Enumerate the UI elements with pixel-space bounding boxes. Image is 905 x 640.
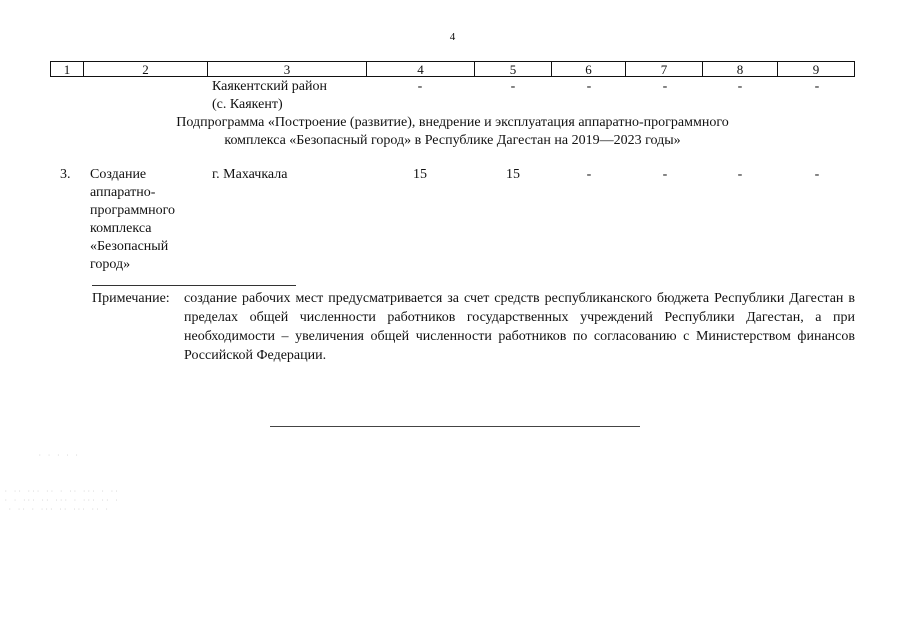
prev-cell-4: - bbox=[417, 79, 423, 94]
page-number: 4 bbox=[449, 31, 456, 43]
table-header-row bbox=[50, 61, 855, 77]
closing-rule-line bbox=[270, 426, 640, 427]
subprogram-line2: комплекса «Безопасный город» в Республике Дагестан на 2019—2023 годы» bbox=[224, 133, 681, 148]
col-header-5: 5 bbox=[475, 62, 552, 76]
row-name-line: Создание bbox=[90, 167, 147, 182]
district-name-line2: (с. Каякент) bbox=[212, 97, 283, 112]
row-name bbox=[90, 166, 175, 274]
district-name-line1: Каякентский район bbox=[212, 79, 327, 94]
scan-speck: · · · · · bbox=[38, 452, 80, 459]
row-cell-7: - bbox=[662, 167, 668, 182]
col-header-3: 3 bbox=[208, 62, 367, 76]
scan-speck: · ·· ··· ·· · ·· ··· · ·· bbox=[4, 488, 120, 495]
col-header-2: 2 bbox=[84, 62, 208, 76]
row-cell-6: - bbox=[586, 167, 592, 182]
subprogram-heading bbox=[110, 114, 795, 150]
col-header-1: 1 bbox=[51, 62, 84, 76]
note-label: Примечание: bbox=[92, 291, 170, 306]
row-number: 3. bbox=[60, 167, 71, 182]
note-text: создание рабочих мест предусматривается за счет средств республиканского бюджета Республики Дагестан в пределах общей численности работников государственных учреждений Республики Дагестан, а при необходимости – увеличения общей численности работников по согласованию с Министерством финансов Российской Федерации. bbox=[184, 291, 855, 363]
row-cell-8: - bbox=[737, 167, 743, 182]
row-cell-4: 15 bbox=[413, 167, 427, 182]
prev-cell-6: - bbox=[586, 79, 592, 94]
col-header-4: 4 bbox=[367, 62, 475, 76]
prev-cell-7: - bbox=[662, 79, 668, 94]
prev-cell-8: - bbox=[737, 79, 743, 94]
row-location: г. Махачкала bbox=[212, 167, 288, 182]
col-header-6: 6 bbox=[552, 62, 626, 76]
row-name-line: «Безопасный bbox=[90, 239, 169, 254]
row-name-line: комплекса bbox=[90, 221, 152, 236]
row-name-line: город» bbox=[90, 257, 131, 272]
row-name-line: аппаратно- bbox=[90, 185, 156, 200]
col-header-9: 9 bbox=[812, 62, 820, 77]
row-name-line: программного bbox=[90, 203, 176, 218]
col-header-8: 8 bbox=[703, 62, 778, 76]
scan-speck: · ·· · ··· ·· ··· ·· · bbox=[8, 506, 110, 513]
scan-speck: · · ··· ·· ··· · ··· ·· · bbox=[4, 497, 120, 504]
prev-cell-9: - bbox=[814, 79, 820, 94]
col-header-7: 7 bbox=[626, 62, 703, 76]
note-separator-line bbox=[92, 285, 296, 286]
row-cell-5: 15 bbox=[506, 167, 520, 182]
subprogram-line1: Подпрограмма «Построение (развитие), внедрение и эксплуатация аппаратно-программного bbox=[176, 115, 729, 130]
row-cell-9: - bbox=[814, 167, 820, 182]
prev-cell-5: - bbox=[510, 79, 516, 94]
